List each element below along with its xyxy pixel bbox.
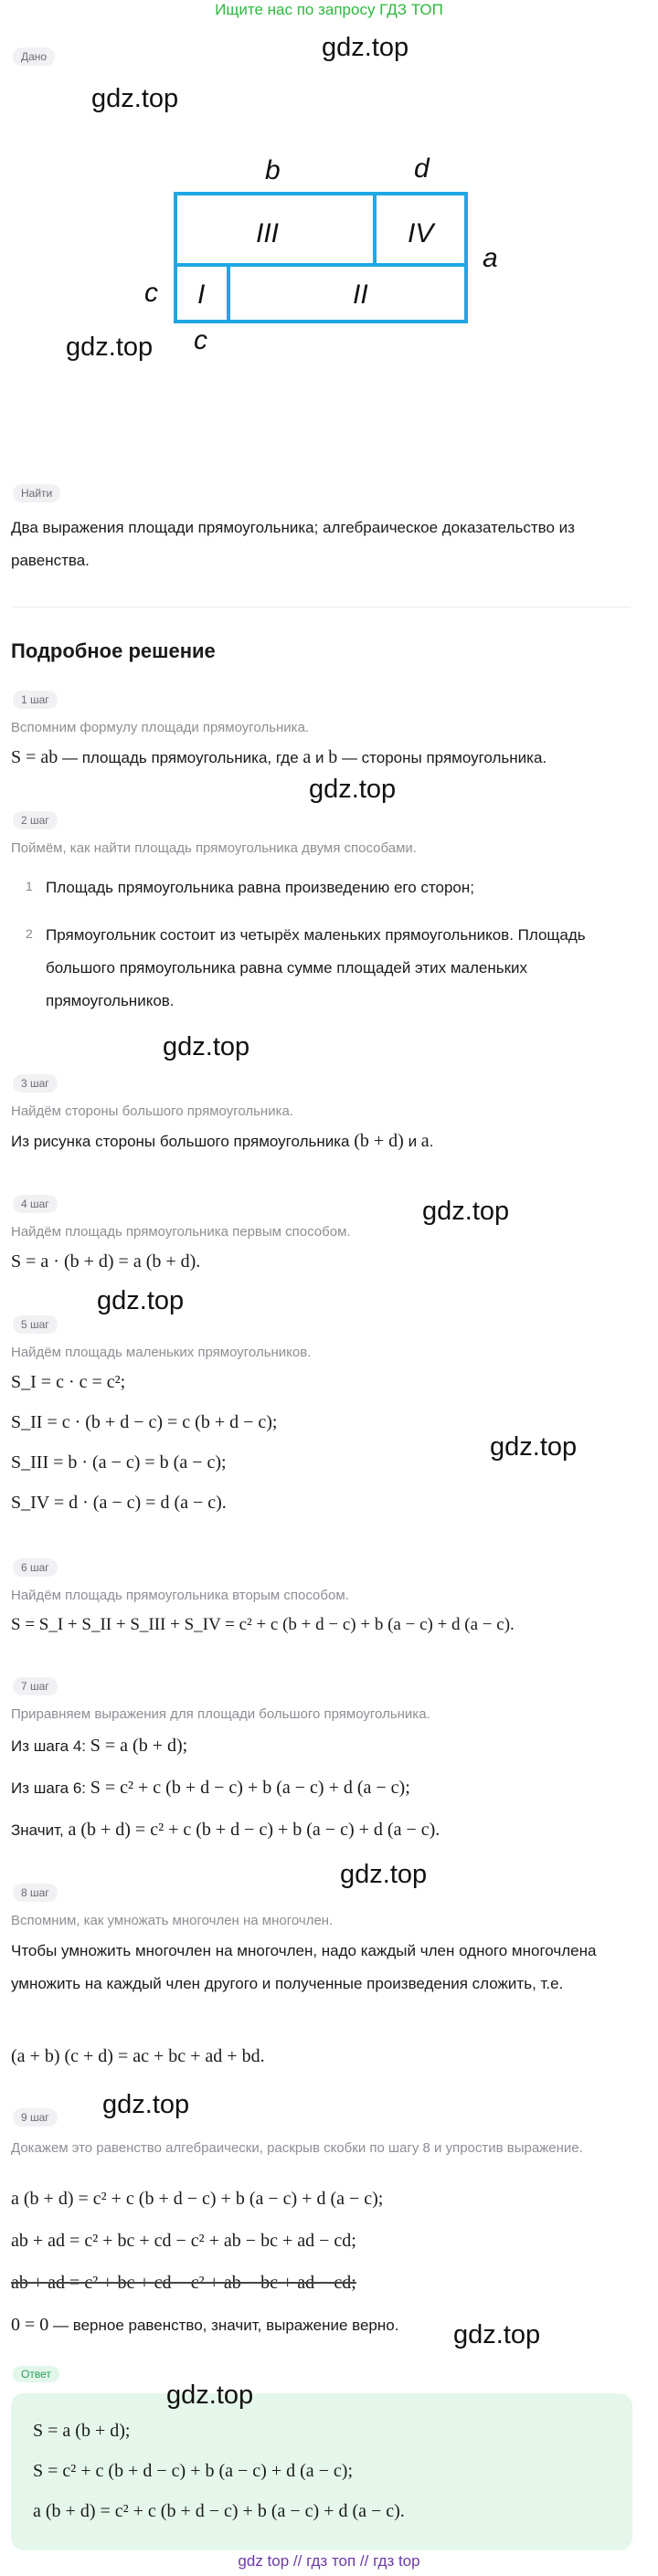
step-line: [11, 1452, 227, 1473]
step-line: [11, 1251, 200, 1272]
text-part: Из шага 6:: [11, 1779, 90, 1797]
step-tag: 8 шаг: [13, 1884, 58, 1902]
math-var: a: [420, 1131, 430, 1151]
math-formula: (a + b) (c + d) = ac + bc + ad + bd.: [11, 2046, 265, 2066]
math-formula: S = c² + c (b + d − c) + b (a − c) + d (a − c);: [33, 2461, 354, 2481]
label-b: b: [265, 155, 281, 185]
step-line: [11, 1493, 227, 1514]
text-part: Значит,: [11, 1821, 69, 1839]
step-desc: Вспомним, как умножать многочлен на многочлен.: [11, 1913, 334, 1928]
step-line: [11, 1820, 440, 1841]
math-formula: S = a · (b + d) = a (b + d).: [11, 1251, 201, 1272]
watermark: gdz.top: [91, 84, 179, 113]
label-IV: IV: [408, 218, 434, 248]
solution-title: Подробное решение: [11, 639, 216, 662]
rectangle-diagram: [128, 146, 530, 384]
math-formula: a (b + d) = c² + c (b + d − c) + b (a − c) + d (a − c).: [33, 2501, 405, 2521]
watermark: gdz.top: [422, 1197, 510, 1226]
step-desc: Вспомним формулу площади прямоугольника.: [11, 720, 310, 735]
text-part: Из рисунка стороны большого прямоугольника: [11, 1133, 355, 1150]
watermark: gdz.top: [166, 2381, 254, 2410]
watermark: gdz.top: [66, 333, 154, 362]
math-formula: S_III = b · (a − c) = b (a − c);: [11, 1452, 227, 1473]
label-c-left: c: [144, 278, 158, 308]
watermark: gdz.top: [453, 2320, 541, 2349]
list-number: 2: [26, 926, 33, 941]
label-a: a: [483, 243, 498, 273]
math-var: b: [328, 747, 338, 767]
answer-tag: Ответ: [13, 2366, 59, 2382]
label-III: III: [256, 218, 280, 248]
math-formula: (b + d): [354, 1131, 404, 1151]
list-number: 1: [26, 879, 33, 893]
step-tag: 3 шаг: [13, 1074, 58, 1093]
step-tag: 9 шаг: [13, 2108, 58, 2127]
math-formula-cancelled: ab + ad = c² + bc + cd − c² + ab − bc + ad − cd;: [11, 2273, 356, 2293]
text-part: — верное равенство, значит, выражение верно.: [48, 2317, 399, 2334]
step-text: Чтобы умножить многочлен на многочлен, надо каждый член одного многочлена умножить на каждый член другого и полученные произведения сложить, т.е.: [11, 1942, 597, 1992]
math-formula: S_I = c · c = c²;: [11, 1372, 126, 1392]
step-tag: 1 шаг: [13, 691, 58, 709]
step-line: [11, 1778, 410, 1799]
text-part: .: [429, 1133, 434, 1150]
step-line: [11, 1615, 515, 1635]
list-text: Площадь прямоугольника равна произведению его сторон;: [46, 879, 475, 896]
step-tag: 7 шаг: [13, 1677, 58, 1695]
watermark: gdz.top: [322, 33, 409, 62]
math-formula: 0 = 0: [11, 2315, 49, 2335]
text-part: Из шага 4:: [11, 1737, 90, 1755]
step-desc: Найдём площадь прямоугольника вторым способом.: [11, 1588, 349, 1603]
math-formula: S = a (b + d);: [90, 1736, 188, 1756]
math-formula: S = S_I + S_II + S_III + S_IV = c² + c (b + d − c) + b (a − c) + d (a − c).: [11, 1615, 515, 1634]
step-line: [11, 2231, 356, 2252]
step-desc: Найдём стороны большого прямоугольника.: [11, 1103, 293, 1119]
step-desc: Поймём, как найти площадь прямоугольника двумя способами.: [11, 840, 417, 856]
watermark: gdz.top: [490, 1432, 578, 1462]
answer-line: [33, 2461, 353, 2482]
watermark: gdz.top: [163, 1032, 250, 1061]
text-part: — стороны прямоугольника.: [337, 749, 547, 766]
math-formula: ab + ad = c² + bc + cd − c² + ab − bc + ad − cd;: [11, 2231, 356, 2251]
math-formula: a (b + d) = c² + c (b + d − c) + b (a − c) + d (a − c).: [68, 1820, 440, 1840]
step-line: [11, 2046, 265, 2067]
watermark: gdz.top: [309, 775, 397, 804]
answer-line: [33, 2421, 130, 2442]
label-II: II: [353, 280, 368, 310]
step-tag: 6 шаг: [13, 1558, 58, 1577]
text-part: — площадь прямоугольника, где: [58, 749, 303, 766]
step-line: [11, 2273, 356, 2294]
list-text: Прямоугольник состоит из четырёх маленьких прямоугольников. Площадь большого прямоугольника равна сумме площадей этих маленьких прямоугольников.: [46, 926, 586, 1009]
step-line: [11, 2189, 383, 2210]
step-line: [11, 1372, 125, 1393]
find-tag: Найти: [13, 484, 60, 502]
math-formula: a (b + d) = c² + c (b + d − c) + b (a − c) + d (a − c);: [11, 2189, 384, 2209]
watermark: gdz.top: [102, 2090, 190, 2119]
watermark: gdz.top: [340, 1860, 428, 1889]
math-formula: S = a (b + d);: [33, 2421, 131, 2441]
step-line: [11, 1412, 277, 1433]
label-c-bottom: c: [194, 325, 207, 355]
step-line: [11, 747, 547, 768]
find-text: Два выражения площади прямоугольника; алгебраическое доказательство из равенства.: [11, 519, 575, 569]
step-desc: Найдём площадь маленьких прямоугольников.: [11, 1345, 312, 1360]
answer-line: [33, 2501, 405, 2522]
step-line: [11, 1736, 187, 1757]
step-desc: Приравняем выражения для площади большого прямоугольника.: [11, 1706, 430, 1722]
math-formula: S = c² + c (b + d − c) + b (a − c) + d (a − c);: [90, 1778, 410, 1798]
top-banner: Ищите нас по запросу ГДЗ ТОП: [215, 1, 443, 18]
text-part: и: [403, 1133, 421, 1150]
watermark: gdz.top: [97, 1286, 185, 1315]
math-formula: S = ab: [11, 747, 58, 767]
math-formula: S_II = c · (b + d − c) = c (b + d − c);: [11, 1412, 278, 1432]
step-desc: Докажем это равенство алгебраически, раскрыв скобки по шагу 8 и упростив выражение.: [11, 2140, 583, 2156]
step-line: [11, 2315, 398, 2336]
label-I: I: [197, 280, 206, 310]
math-var: a: [302, 747, 312, 767]
step-tag: 4 шаг: [13, 1195, 58, 1213]
footer-links[interactable]: gdz top // гдз топ // гдз top: [238, 2552, 420, 2570]
math-formula: S_IV = d · (a − c) = d (a − c).: [11, 1493, 227, 1513]
step-tag: 2 шаг: [13, 811, 58, 829]
step-desc: Найдём площадь прямоугольника первым способом.: [11, 1224, 351, 1240]
step-tag: 5 шаг: [13, 1315, 58, 1334]
text-part: и: [311, 749, 329, 766]
label-d: d: [414, 153, 430, 184]
given-tag: Дано: [13, 48, 55, 66]
step-line: [11, 1131, 433, 1152]
